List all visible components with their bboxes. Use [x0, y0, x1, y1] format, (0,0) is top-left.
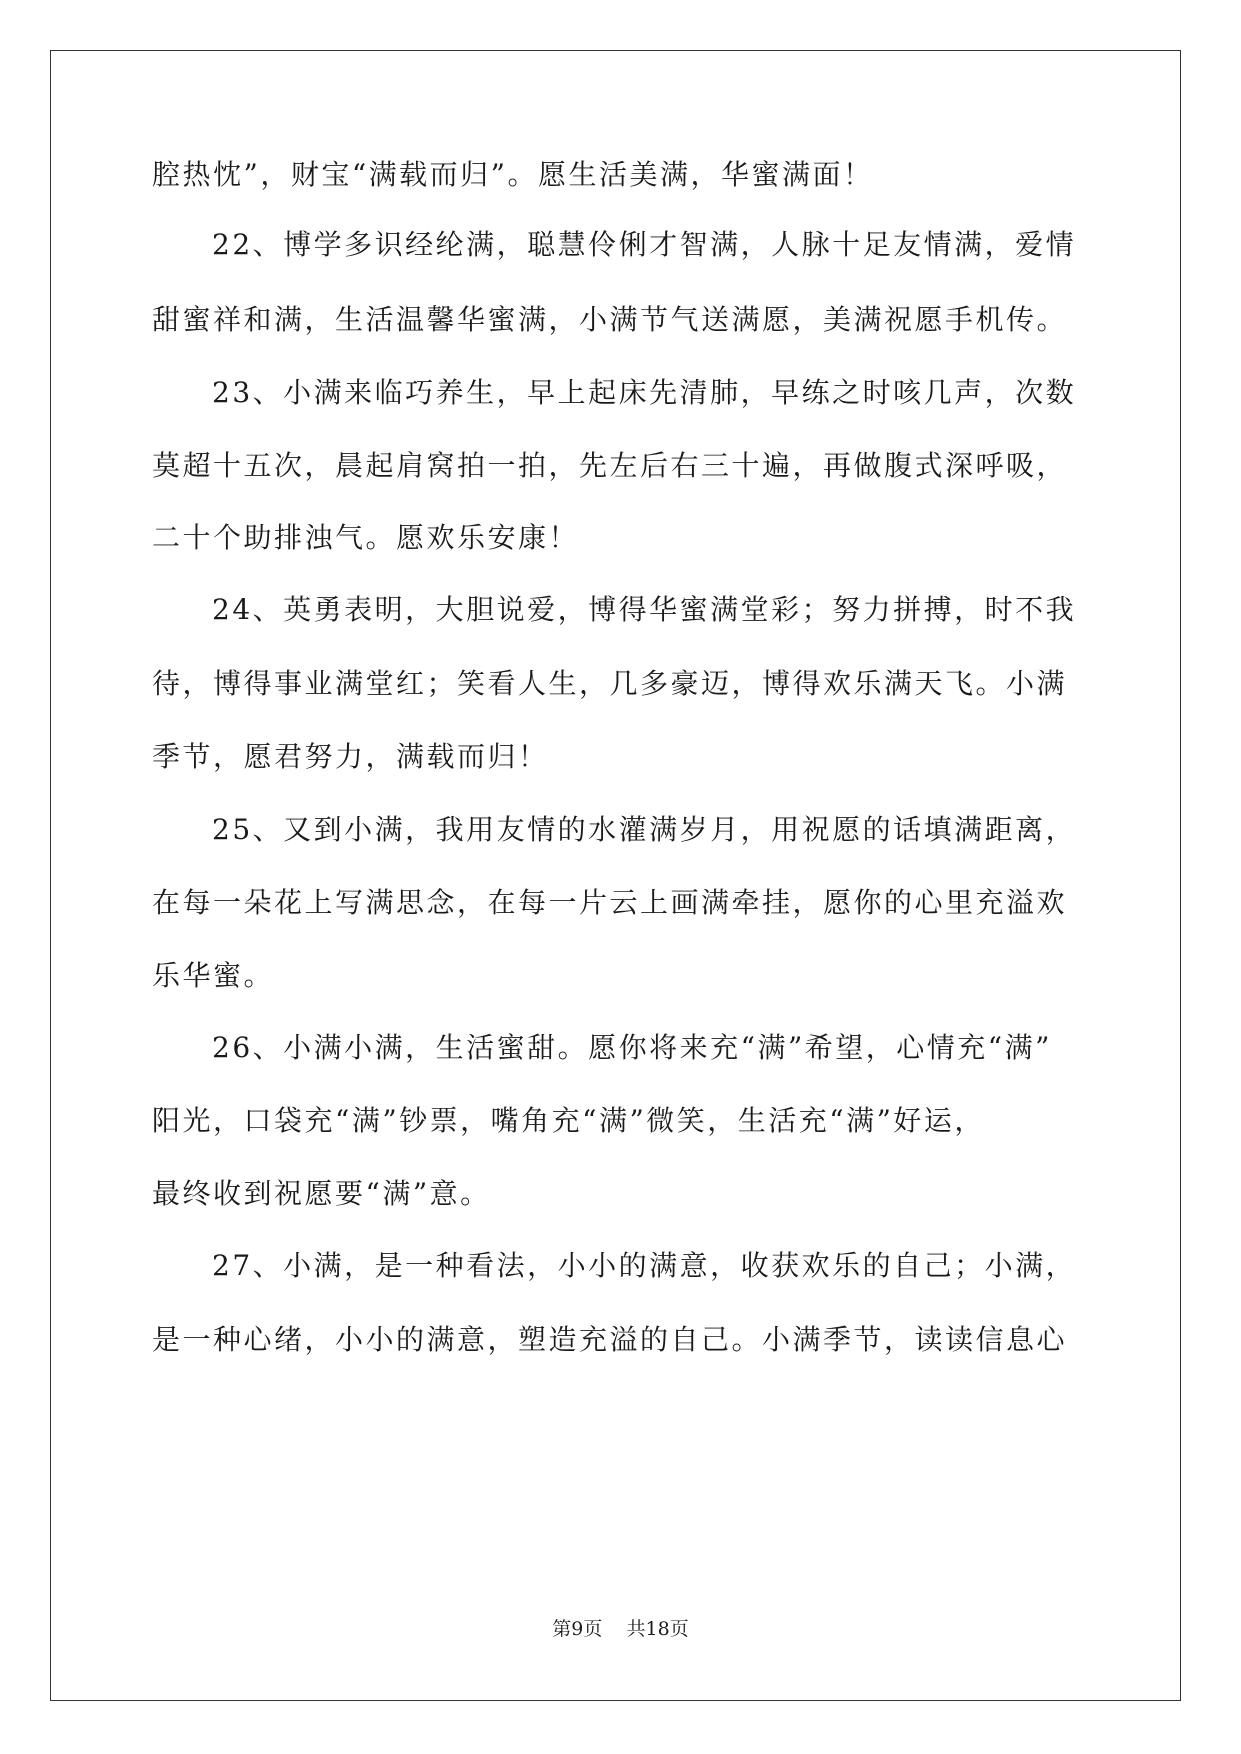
text-line: 最终收到祝愿要“满”意。 [152, 1177, 491, 1210]
page-border [50, 50, 1181, 1701]
text-line: 待，博得事业满堂红；笑看人生，几多豪迈，博得欢乐满天飞。小满 [152, 667, 1068, 700]
text-line: 二十个助排浊气。愿欢乐安康！ [152, 521, 580, 554]
text-line: 是一种心绪，小小的满意，塑造充溢的自己。小满季节，读读信息心 [152, 1323, 1068, 1356]
page-number-label: 第9页 共18页 [552, 1618, 689, 1640]
text-line: 22、博学多识经纶满，聪慧伶俐才智满，人脉十足友情满，爱情 [212, 228, 1077, 261]
page-number-footer [0, 1617, 1241, 1641]
text-line: 甜蜜祥和满，生活温馨华蜜满，小满节气送满愿，美满祝愿手机传。 [152, 303, 1068, 336]
text-line: 腔热忱”，财宝“满载而归”。愿生活美满，华蜜满面！ [152, 158, 874, 191]
text-line: 26、小满小满，生活蜜甜。愿你将来充“满”希望，心情充“满” [212, 1031, 1052, 1064]
text-line: 乐华蜜。 [152, 959, 275, 992]
text-line: 24、英勇表明，大胆说爱，博得华蜜满堂彩；努力拼搏，时不我 [212, 593, 1077, 626]
text-line: 季节，愿君努力，满载而归！ [152, 740, 549, 773]
text-line: 莫超十五次，晨起肩窝拍一拍，先左后右三十遍，再做腹式深呼吸， [152, 449, 1068, 482]
text-line: 阳光，口袋充“满”钞票，嘴角充“满”微笑，生活充“满”好运， [152, 1104, 985, 1137]
text-line: 在每一朵花上写满思念，在每一片云上画满牵挂，愿你的心里充溢欢 [152, 886, 1068, 919]
text-line: 23、小满来临巧养生，早上起床先清肺，早练之时咳几声，次数 [212, 376, 1077, 409]
text-line: 27、小满，是一种看法，小小的满意，收获欢乐的自己；小满， [212, 1249, 1077, 1282]
text-line: 25、又到小满，我用友情的水灌满岁月，用祝愿的话填满距离， [212, 813, 1077, 846]
